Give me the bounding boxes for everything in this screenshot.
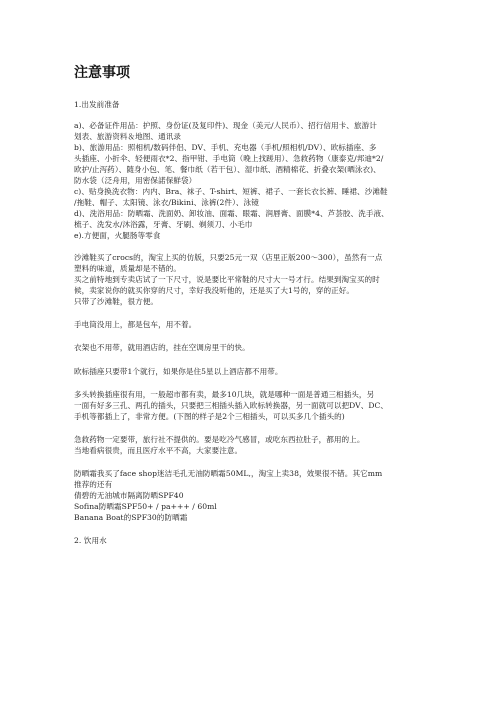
section-heading-preparation: 1.出发前准备 <box>74 100 120 109</box>
medicine-line-2: 当地看病很贵，而且医疗水平不高，大家要注意。 <box>74 446 243 455</box>
beach-shoes-line-4: 候，卖家说你的就买你穿的尺寸，幸好我没听他的，还是买了大1号的，穿的正好。 <box>74 286 355 295</box>
page-title: 注意事项 <box>74 65 130 81</box>
item-d-line-2: 梳子、洗发水/沐浴露，牙膏、牙刷、剃须刀、小毛巾 <box>74 220 253 229</box>
item-b-line-3: 欧护/止泻药）、随身小包、笔、餐巾纸（若干包）、湿巾纸、酒精棉花、折叠衣架(晒泳衣)、 <box>74 165 381 174</box>
flashlight-note: 手电筒没用上，都是包车，用不着。 <box>74 320 197 329</box>
sunscreen-line-1: 防晒霜我买了face shop迷洁毛孔无油防晒霜50ML,，淘宝上卖38，效果很不错。其它mm <box>74 469 383 478</box>
item-e-line: e).方便面，火腿肠等零食 <box>74 231 161 240</box>
adapter-line-2: 一面有好多三孔、两孔的插头，只要把三相插头插入欧标转换器，另一面就可以把DV、DC、 <box>74 401 388 410</box>
item-d-line-1: d)、洗浴用品：防晒霜、洗面奶、卸妆油、面霜、眼霜、润唇膏、面膜*4、芦荟胶、洗手液、 <box>74 209 389 218</box>
beach-shoes-line-5: 只带了沙滩鞋，很方便。 <box>74 297 159 306</box>
sunscreen-line-3: 倩碧的无油城市隔离防晒SPF40 <box>74 491 184 500</box>
socket-note: 欧标插座只要带1个就行，如果你是住5星以上酒店都不用带。 <box>74 367 283 376</box>
beach-shoes-line-2: 塑料的味道，质量却是不错的。 <box>74 264 182 273</box>
beach-shoes-line-1: 沙滩鞋买了crocs的，淘宝上买的仿版，只要25元一双（店里正版200～300），虽然有一点 <box>74 253 383 262</box>
sunscreen-line-4: Sofina防晒霜SPF50+ / pa+++ / 60ml <box>74 502 217 511</box>
adapter-line-1: 多头转换插座很有用，一般超市都有卖，最多10几块，就是哪种一面是普通三相插头，另 <box>74 390 375 399</box>
item-a-line-2: 划表、旅游资料＆地图、通讯录 <box>74 132 182 141</box>
sunscreen-line-2: 推荐的还有 <box>74 480 113 489</box>
item-c-line-2: /拖鞋、帽子、太阳镜、泳衣/Bikini、泳裤(2件）、泳镜 <box>74 198 259 207</box>
item-a-line-1: a)、必备证件用品：护照、身份证(及复印件)、现金（美元/人民币）、招行信用卡、旅游计 <box>74 121 377 130</box>
sunscreen-line-5: Banana Boat的SPF30的防晒霜 <box>74 513 188 522</box>
item-b-line-4: 防水袋（泛舟用，用密保諾保鮮袋） <box>74 176 197 185</box>
item-b-line-1: b)、旅游用品：照相机/数码伴侣、DV、手机、充电器（手机/照相机/DV）、欧标插座、多 <box>74 143 377 152</box>
item-c-line-1: c)、贴身换洗衣物：内内、Bra、袜子、T-shirt、短裤、裙子、一套长衣长裤、睡裙、沙滩鞋 <box>74 187 388 196</box>
beach-shoes-line-3: 买之前特地到专卖店试了一下尺寸，说是要比平常鞋的尺寸大一号才行。结果到淘宝买的时 <box>74 275 380 284</box>
item-b-line-2: 头插座、小折伞、轻便雨衣*2、指甲钳、手电筒（晚上找蹉用）、急救药物（康泰克/邦迪*2/ <box>74 154 384 163</box>
medicine-line-1: 急救药物一定要带，旅行社不提供的。要是吃冷气感冒，或吃东西拉肚子，都用的上。 <box>74 435 365 444</box>
hanger-note: 衣架也不用带，就用酒店的，挂在空调房里干的快。 <box>74 343 250 352</box>
section-heading-water: 2. 饮用水 <box>74 536 107 545</box>
adapter-line-3: 手机等都插上了，非常方便。(下图的样子是2个三相插头，可以买多几个插头的) <box>74 412 345 421</box>
